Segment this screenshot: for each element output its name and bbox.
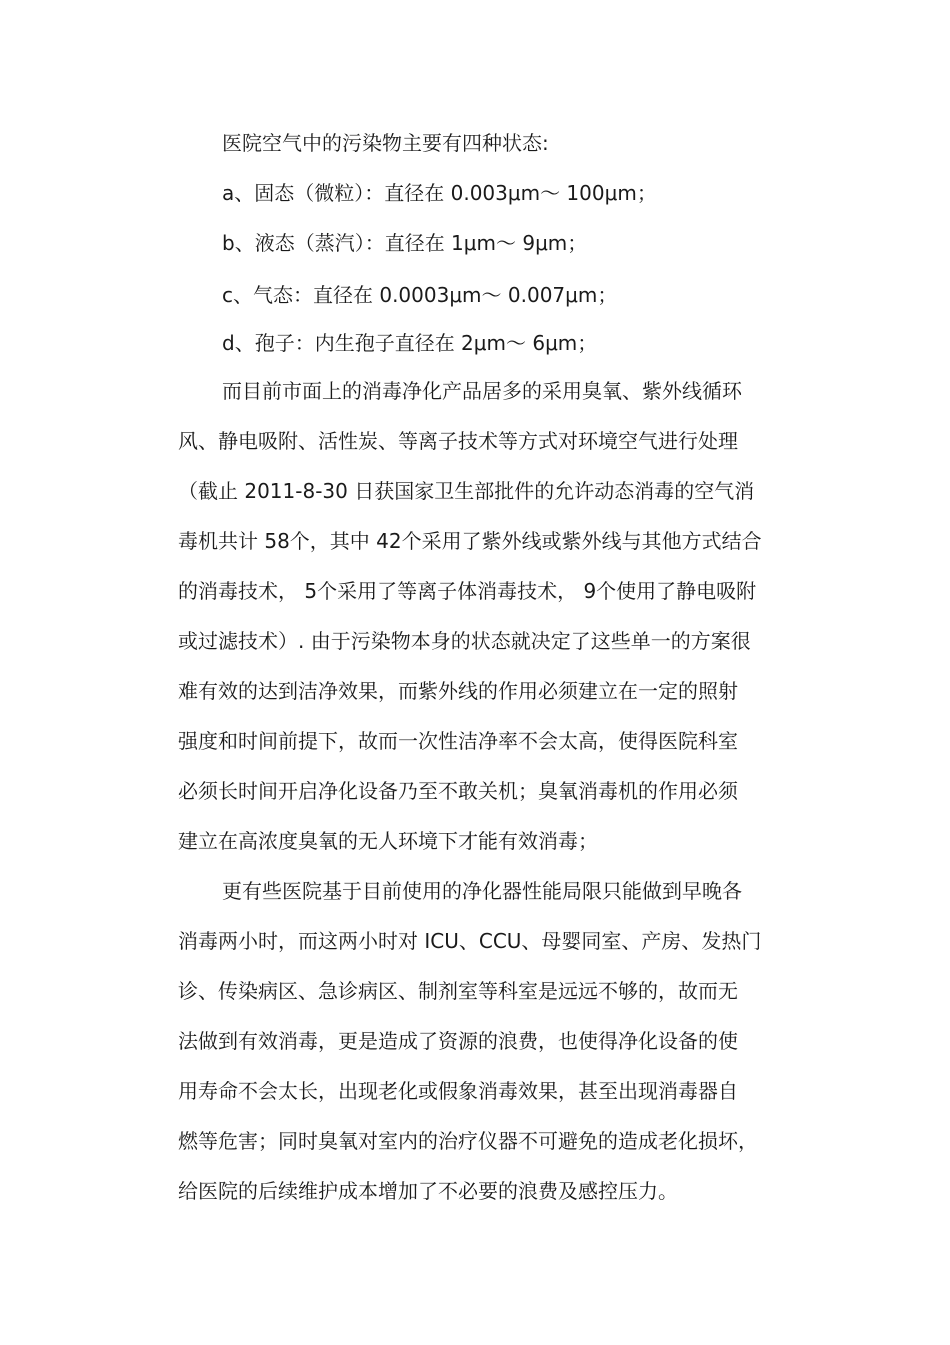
paragraph1-line: 的消毒技术， 5个采用了等离子体消毒技术， 9个使用了静电吸附 — [178, 579, 757, 603]
paragraph1-line: 难有效的达到洁净效果，而紫外线的作用必须建立在一定的照射 — [178, 679, 738, 703]
intro-line: 医院空气中的污染物主要有四种状态: — [222, 131, 549, 155]
paragraph2-line: 法做到有效消毒，更是造成了资源的浪费，也使得净化设备的使 — [178, 1029, 738, 1053]
paragraph1-line: 毒机共计 58个，其中 42个采用了紫外线或紫外线与其他方式结合 — [178, 529, 762, 553]
paragraph1-line: 建立在高浓度臭氧的无人环境下才能有效消毒； — [178, 829, 598, 853]
paragraph1-line: 必须长时间开启净化设备乃至不敢关机；臭氧消毒机的作用必须 — [178, 779, 738, 803]
state-item-d: d、孢子：内生孢子直径在 2μm～ 6μm； — [222, 331, 598, 355]
paragraph2-line: 更有些医院基于目前使用的净化器性能局限只能做到早晚各 — [222, 879, 742, 903]
paragraph1-line: 而目前市面上的消毒净化产品居多的采用臭氧、紫外线循环 — [222, 379, 742, 403]
paragraph1-line: 风、静电吸附、活性炭、等离子技术等方式对环境空气进行处理 — [178, 429, 738, 453]
paragraph2-line: 诊、传染病区、急诊病区、制剂室等科室是远远不够的，故而无 — [178, 979, 738, 1003]
paragraph1-line: 或过滤技术）. 由于污染物本身的状态就决定了这些单一的方案很 — [178, 629, 751, 653]
paragraph2-line: 燃等危害；同时臭氧对室内的治疗仪器不可避免的造成老化损坏， — [178, 1129, 758, 1153]
state-item-a: a、固态（微粒）：直径在 0.003μm～ 100μm； — [222, 181, 657, 205]
state-item-c: c、气态：直径在 0.0003μm～ 0.007μm； — [222, 283, 618, 307]
paragraph2-line: 用寿命不会太长，出现老化或假象消毒效果，甚至出现消毒器自 — [178, 1079, 738, 1103]
state-item-b: b、液态（蒸汽）：直径在 1μm～ 9μm； — [222, 231, 588, 255]
paragraph1-line: （截止 2011-8-30 日获国家卫生部批件的允许动态消毒的空气消 — [178, 479, 755, 503]
paragraph1-line: 强度和时间前提下，故而一次性洁净率不会太高，使得医院科室 — [178, 729, 738, 753]
paragraph2-line: 给医院的后续维护成本增加了不必要的浪费及感控压力。 — [178, 1179, 678, 1203]
paragraph2-line: 消毒两小时，而这两小时对 ICU、CCU、母婴同室、产房、发热门 — [178, 929, 762, 953]
